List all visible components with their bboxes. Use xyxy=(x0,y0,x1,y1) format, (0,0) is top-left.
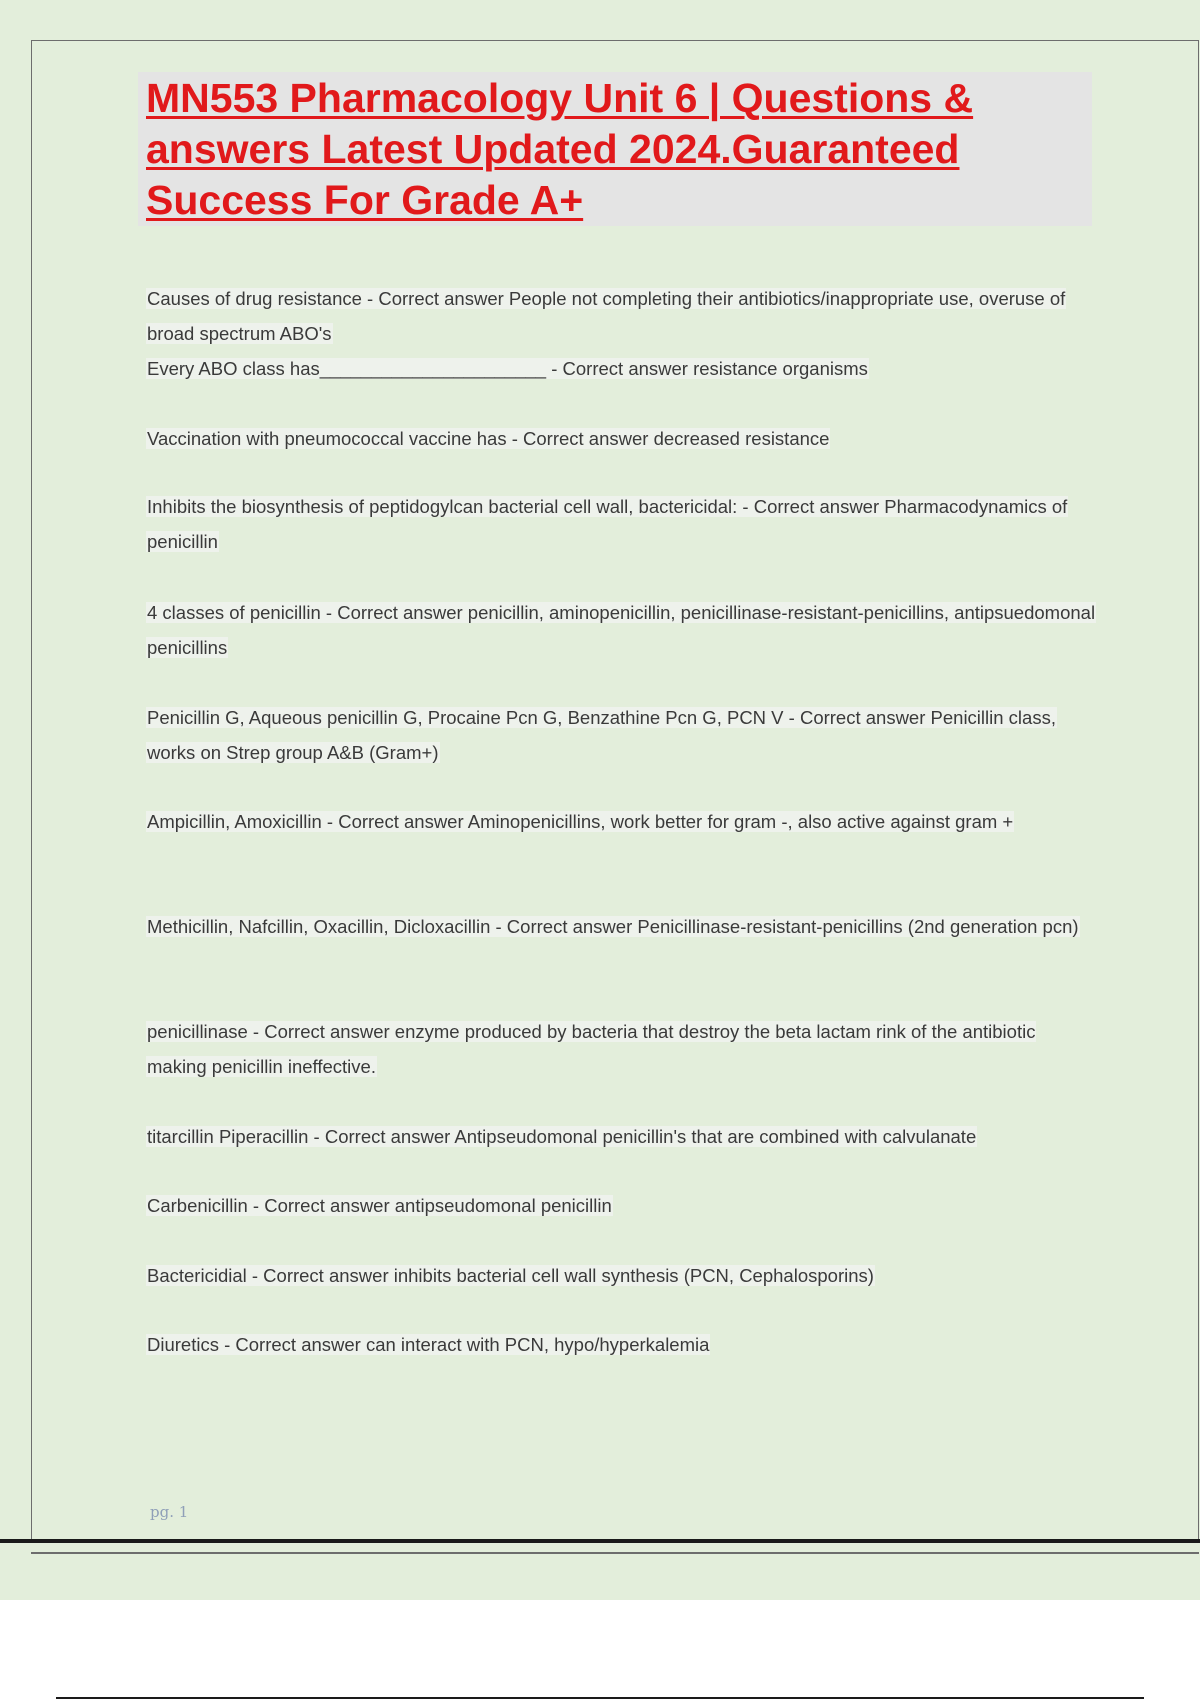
list-item-text: titarcillin Piperacillin - Correct answer Antipseudomonal penicillin's that are combined with calvulanate xyxy=(147,1126,977,1147)
list-item xyxy=(146,1258,1096,1327)
list-item xyxy=(146,489,1096,595)
list-item xyxy=(146,909,1096,1014)
list-item xyxy=(146,700,1096,804)
list-item xyxy=(146,595,1096,700)
question-answer-list xyxy=(146,281,1096,1367)
list-item-text: Penicillin G, Aqueous penicillin G, Procaine Pcn G, Benzathine Pcn G, PCN V - Correct answer Penicillin class, works on Strep group A&B (Gram+) xyxy=(147,707,1056,763)
list-item xyxy=(146,421,1096,489)
list-item-text: penicillinase - Correct answer enzyme produced by bacteria that destroy the beta lactam rink of the antibiotic making penicillin ineffective. xyxy=(147,1021,1036,1077)
list-item-text: Carbenicillin - Correct answer antipseudomonal penicillin xyxy=(147,1195,612,1216)
list-item-text: Vaccination with pneumococcal vaccine has - Correct answer decreased resistance xyxy=(147,428,830,449)
bottom-rule xyxy=(56,1697,1144,1699)
document-title: MN553 Pharmacology Unit 6 | Questions & answers Latest Updated 2024.Guaranteed Success For Grade A+ xyxy=(146,75,974,223)
list-item-text: Bactericidial - Correct answer inhibits bacterial cell wall synthesis (PCN, Cephalosporins) xyxy=(147,1265,874,1286)
list-item-text: Every ABO class has______________________ - Correct answer resistance organisms xyxy=(147,358,868,379)
list-item xyxy=(146,281,1096,351)
page-number: pg. 1 xyxy=(150,1503,189,1521)
list-item xyxy=(146,804,1096,909)
list-item-text: Diuretics - Correct answer can interact with PCN, hypo/hyperkalemia xyxy=(147,1334,710,1355)
list-item-text: Ampicillin, Amoxicillin - Correct answer Aminopenicillins, work better for gram -, also active against gram + xyxy=(147,811,1014,832)
list-item-text: Causes of drug resistance - Correct answer People not completing their antibiotics/inappropriate use, overuse of broad spectrum ABO's xyxy=(147,288,1066,344)
page-bottom-divider-thin xyxy=(31,1552,1199,1554)
list-item-text: Inhibits the biosynthesis of peptidogylcan bacterial cell wall, bactericidal: - Correct answer Pharmacodynamics of penicillin xyxy=(147,496,1068,552)
page-bottom-divider xyxy=(0,1539,1200,1543)
list-item xyxy=(146,1014,1096,1119)
list-item xyxy=(146,351,1096,421)
list-item-text: Methicillin, Nafcillin, Oxacillin, Dicloxacillin - Correct answer Penicillinase-resistant-penicillins (2nd generation pcn) xyxy=(147,916,1079,937)
list-item-text: 4 classes of penicillin - Correct answer penicillin, aminopenicillin, penicillinase-resistant-penicillins, antipsuedomonal penicillins xyxy=(147,602,1096,658)
list-item xyxy=(146,1119,1096,1188)
list-item xyxy=(146,1327,1096,1367)
list-item xyxy=(146,1188,1096,1258)
